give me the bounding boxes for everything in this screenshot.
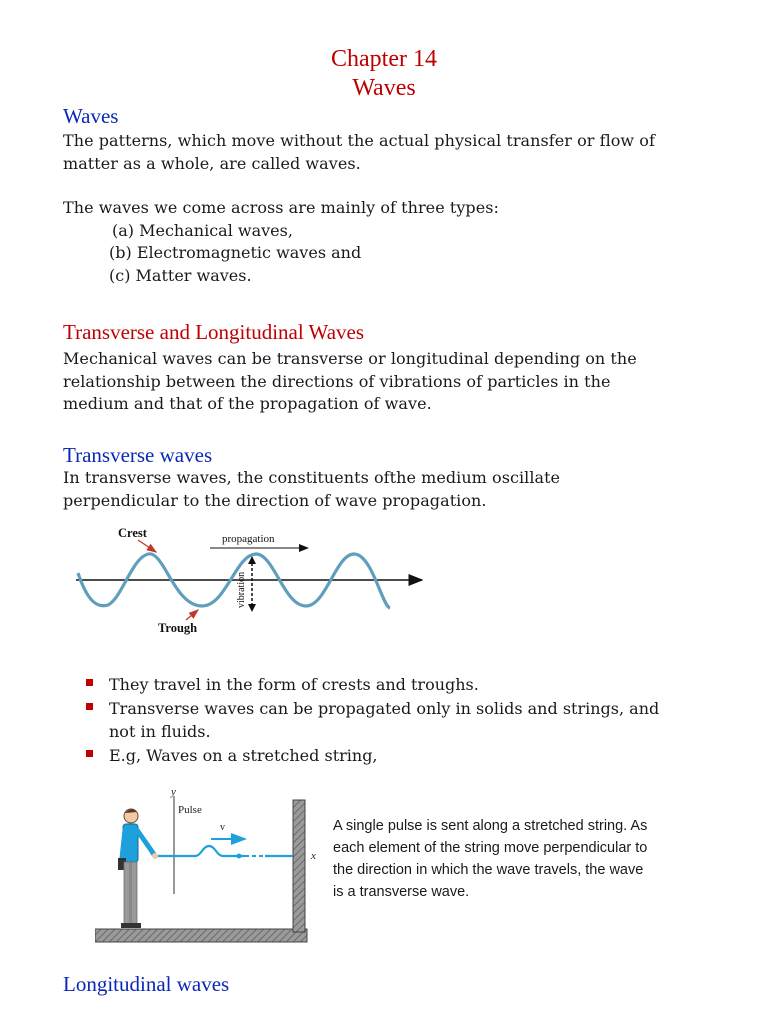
trough-pointer: [186, 610, 198, 620]
waves-heading: Waves: [63, 104, 119, 128]
bullet-text-2-cont: not in fluids.: [109, 722, 211, 741]
type-item-c: (c) Matter waves.: [109, 266, 252, 285]
chapter-title: Waves: [352, 75, 416, 101]
transverse-line-1: In transverse waves, the constituents ofthe medium oscillate: [63, 468, 561, 487]
string-pulse-diagram: [95, 786, 325, 946]
vibration-arrow-bottom: [248, 604, 256, 612]
person-figure: [118, 809, 158, 928]
crest-pointer: [138, 540, 156, 552]
trans-long-line-2: relationship between the directions of vibrations of particles in the: [63, 371, 611, 391]
transverse-line-2: perpendicular to the direction of wave propagation.: [63, 490, 487, 510]
types-intro: The waves we come across are mainly of three types:: [63, 198, 499, 217]
crest-label: Crest: [118, 526, 147, 540]
vibration-label: vibration: [236, 571, 247, 608]
y-axis-label: y: [171, 786, 176, 798]
longitudinal-heading: Longitudinal waves: [63, 972, 230, 996]
pulse-caption-line-2: each element of the string move perpendicular to: [333, 840, 648, 856]
type-item-a: (a) Mechanical waves,: [112, 221, 293, 240]
string-element-dot: [237, 854, 242, 859]
trans-long-line-1: Mechanical waves can be transverse or longitudinal depending on the: [63, 349, 637, 368]
trans-long-heading: Transverse and Longitudinal Waves: [63, 320, 365, 344]
waves-definition: [63, 130, 723, 175]
pulse-label: Pulse: [178, 804, 202, 816]
bullet-text-1: They travel in the form of crests and troughs.: [109, 675, 479, 694]
waves-def-line-1: The patterns, which move without the actual physical transfer or flow of: [63, 131, 655, 150]
pulse-caption-line-1: A single pulse is sent along a stretched string. As: [333, 818, 648, 834]
bullet-text-2: Transverse waves can be propagated only in solids and strings, and: [109, 699, 660, 718]
x-axis-label: x: [311, 850, 316, 862]
bullet-marker: [86, 679, 93, 686]
trough-label: Trough: [158, 621, 198, 635]
velocity-label: v: [220, 822, 225, 833]
wall: [293, 800, 305, 932]
chapter-number: Chapter 14: [331, 46, 437, 72]
bullet-text-3: E.g, Waves on a stretched string,: [109, 746, 378, 765]
floor: [95, 929, 307, 942]
waves-def-line-2: matter as a whole, are called waves.: [63, 153, 361, 173]
trans-long-paragraph: [63, 348, 723, 416]
transverse-paragraph: [63, 467, 723, 512]
pulse-caption: [333, 815, 723, 903]
propagation-label: propagation: [222, 533, 275, 545]
bullet-marker: [86, 750, 93, 757]
trans-long-line-3: medium and that of the propagation of wave.: [63, 394, 432, 413]
wave-curve: [78, 554, 390, 608]
string-with-pulse: [153, 846, 245, 856]
transverse-wave-diagram: [70, 518, 440, 640]
pulse-caption-line-4: is a transverse wave.: [333, 884, 470, 900]
bullet-marker: [86, 703, 93, 710]
pulse-caption-line-3: the direction in which the wave travels, the wave: [333, 862, 644, 878]
transverse-heading: Transverse waves: [63, 443, 213, 467]
type-item-b: (b) Electromagnetic waves and: [109, 243, 362, 262]
